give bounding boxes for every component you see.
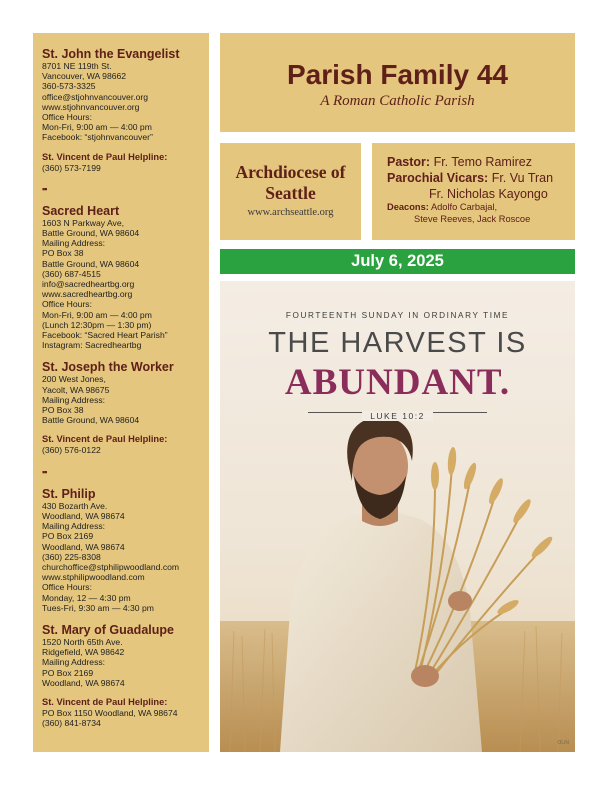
address-line: Woodland, WA 98674	[42, 677, 125, 688]
parish-block-st-philip	[42, 487, 200, 613]
office-hours-line: Mon-Fri, 9:00 am — 4:00 pm	[42, 309, 152, 320]
mailing-label: Mailing Address:	[42, 521, 106, 532]
parish-block-st-joseph	[42, 360, 200, 455]
website-line: www.sacredheartbg.org	[42, 289, 133, 300]
poster-verse-row	[220, 406, 575, 424]
address-line: 430 Bozarth Ave.	[42, 500, 108, 511]
address-line: Battle Ground, WA 98604	[42, 258, 140, 269]
website-line: www.stphilipwoodland.com	[42, 572, 145, 583]
address-line: 1603 N Parkway Ave,	[42, 217, 125, 228]
vicar-name: Fr. Nicholas Kayongo	[429, 187, 548, 201]
facebook-line: Facebook: “stjohnvancouver”	[42, 132, 153, 143]
pastor-name: Fr. Temo Ramirez	[433, 155, 532, 169]
parish-name: Sacred Heart	[42, 203, 120, 218]
pastor-row	[387, 154, 575, 170]
separator-icon: ▪▪	[42, 466, 47, 477]
parish-name: St. Mary of Guadalupe	[42, 622, 174, 637]
office-hours-line: Monday, 12 — 4:30 pm	[42, 592, 131, 603]
sunday-poster	[220, 281, 575, 752]
svdp-helpline-address: PO Box 1150 Woodland, WA 98674	[42, 707, 178, 718]
parish-name: St. John the Evangelist	[42, 47, 180, 61]
svdp-helpline-phone: (360) 573-7199	[42, 162, 101, 173]
parish-block-st-john	[42, 47, 200, 173]
parish-name: St. Joseph the Worker	[42, 360, 174, 375]
poster-headline: THE HARVEST IS	[268, 327, 527, 359]
svdp-helpline-title: St. Vincent de Paul Helpline:	[42, 696, 168, 707]
address-line: 200 West Jones,	[42, 374, 106, 385]
parish-block-st-mary	[42, 623, 200, 728]
office-hours-label: Office Hours:	[42, 112, 92, 123]
address-line: Ridgefield, WA 98642	[42, 647, 125, 658]
parish-block-sacred-heart	[42, 204, 200, 351]
clergy-box	[372, 143, 575, 240]
page-subtitle: A Roman Catholic Parish	[320, 93, 475, 109]
office-hours-label: Office Hours:	[42, 582, 92, 593]
vicars-row	[387, 170, 575, 186]
address-line: Yacolt, WA 98675	[42, 384, 110, 395]
office-hours-line: Mon-Fri, 9:00 am — 4:00 pm	[42, 122, 152, 133]
parish-name: St. Philip	[42, 486, 96, 501]
archdiocese-box	[220, 143, 361, 240]
pastor-label: Pastor:	[387, 155, 431, 169]
parish-directory-sidebar	[33, 33, 209, 752]
hand-shape	[411, 665, 439, 687]
office-hours-line: (Lunch 12:30pm — 1:30 pm)	[42, 319, 152, 330]
office-hours-line: Tues-Fri, 9:30 am — 4:30 pm	[42, 602, 154, 613]
mailing-label: Mailing Address:	[42, 657, 106, 668]
phone-line: 360-573-3325	[42, 81, 96, 92]
poster-verse: LUKE 10:2	[362, 411, 433, 421]
phone-line: (360) 225-8308	[42, 551, 101, 562]
archdiocese-url: www.archseattle.org	[247, 207, 334, 218]
phone-line: (360) 687-4515	[42, 268, 101, 279]
svdp-helpline-phone: (360) 576-0122	[42, 445, 101, 456]
address-line: PO Box 2169	[42, 531, 94, 542]
address-line: Battle Ground, WA 98604	[42, 415, 140, 426]
deacons-row	[387, 202, 575, 214]
archdiocese-line1: Archdiocese of	[235, 162, 346, 182]
address-line: Battle Ground, WA 98604	[42, 228, 140, 239]
office-hours-label: Office Hours:	[42, 299, 92, 310]
deacons-names: Steve Reeves, Jack Roscoe	[414, 213, 531, 224]
address-line: PO Box 2169	[42, 667, 94, 678]
deacons-label: Deacons:	[387, 202, 429, 212]
address-line: Woodland, WA 98674	[42, 541, 125, 552]
facebook-line: Facebook: “Sacred Heart Parish”	[42, 330, 168, 341]
instagram-line: Instagram: Sacredheartbg	[42, 340, 142, 351]
email-line: office@stjohnvancouver.org	[42, 91, 149, 102]
bulletin-date: July 6, 2025	[220, 249, 575, 274]
deacons-names: Adolfo Carbajal,	[430, 202, 498, 212]
address-line: Woodland, WA 98674	[42, 510, 125, 521]
masthead	[220, 33, 575, 132]
address-line: Vancouver, WA 98662	[42, 71, 127, 82]
vicar-name: Fr. Vu Tran	[491, 171, 554, 185]
vicars-label: Parochial Vicars:	[387, 171, 489, 185]
mailing-label: Mailing Address:	[42, 394, 106, 405]
address-line: 1520 North 65th Ave.	[42, 636, 123, 647]
address-line: PO Box 38	[42, 248, 84, 259]
address-line: 8701 NE 119th St.	[42, 61, 112, 71]
email-line: churchoffice@stphilipwoodland.com	[42, 561, 180, 572]
address-line: PO Box 38	[42, 405, 84, 416]
poster-headline-emphasis: ABUNDANT.	[284, 362, 511, 403]
archdiocese-line2: Seattle	[265, 183, 316, 203]
page-title: Parish Family 44	[286, 59, 508, 90]
svdp-helpline-phone: (360) 841-8734	[42, 718, 101, 729]
mailing-label: Mailing Address:	[42, 238, 106, 249]
svdp-helpline-title: St. Vincent de Paul Helpline:	[42, 151, 168, 162]
svdp-helpline-title: St. Vincent de Paul Helpline:	[42, 434, 168, 445]
email-line: info@sacredheartbg.org	[42, 279, 135, 290]
hand-shape	[448, 591, 472, 611]
poster-subtitle: FOURTEENTH SUNDAY IN ORDINARY TIME	[285, 311, 510, 320]
website-line: www.stjohnvancouver.org	[42, 101, 140, 112]
poster-credit: OLIN	[557, 740, 569, 746]
separator-icon: ▪▪	[42, 183, 47, 194]
